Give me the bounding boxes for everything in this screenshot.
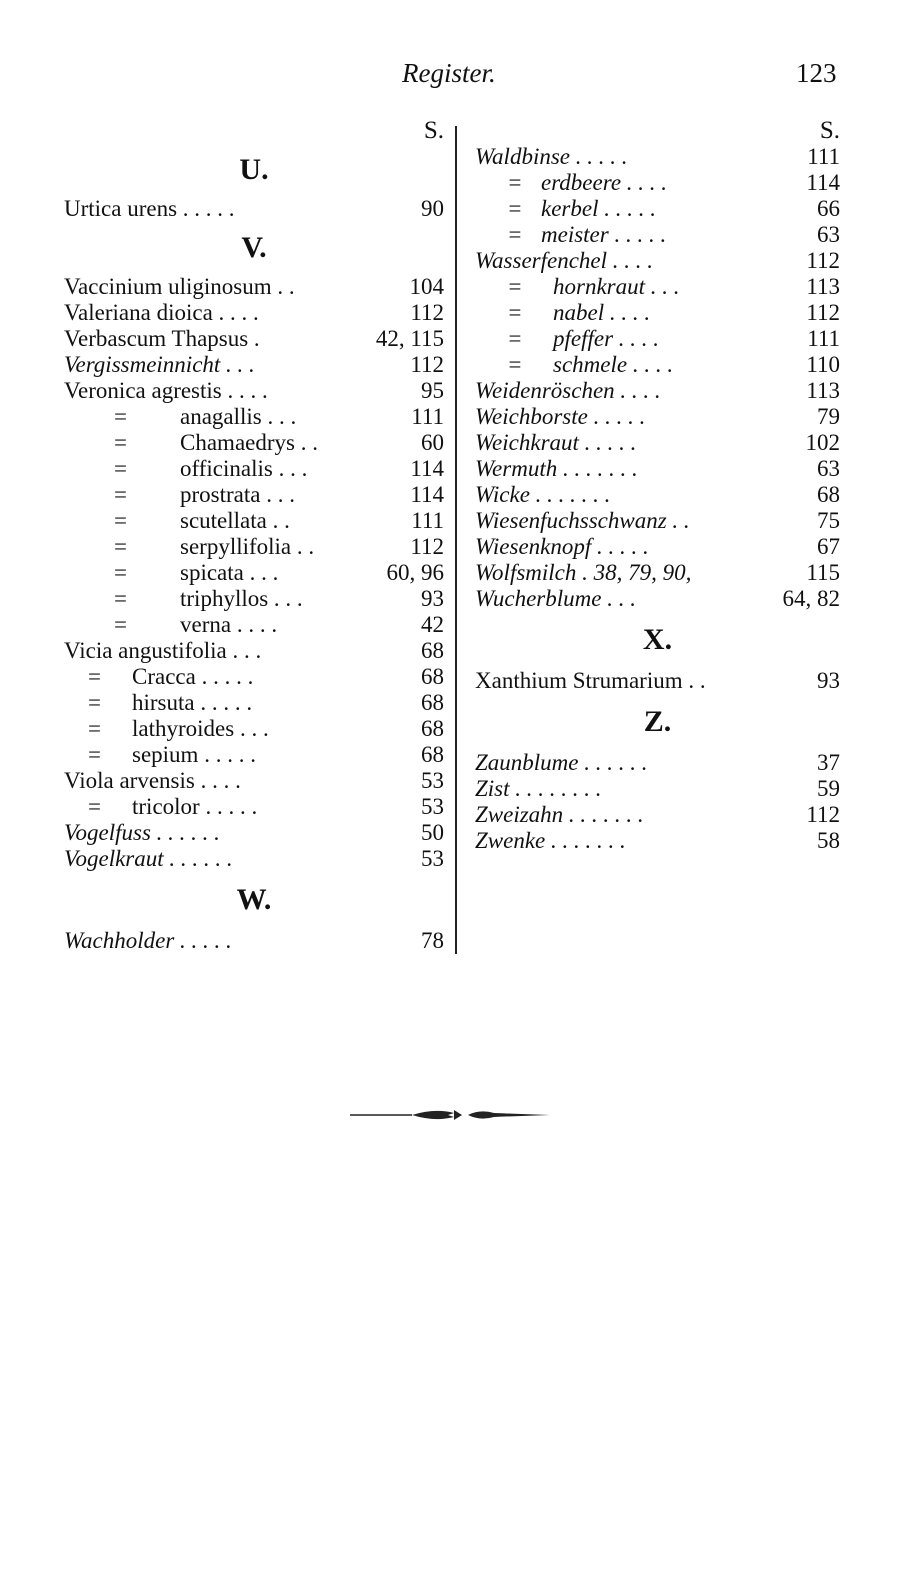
index-entry (64, 534, 444, 560)
ditto-mark: = (114, 482, 127, 507)
index-entry (475, 668, 840, 694)
seite-label: S. (423, 117, 444, 144)
entry-label: Wiesenfuchsschwanz . . (475, 508, 690, 533)
entry-sublabel: schmele . . . . (553, 352, 674, 377)
ditto-mark: = (114, 534, 127, 559)
entry-label: Zist . . . . . . . . (475, 776, 602, 801)
ditto-mark: = (114, 456, 127, 481)
entry-label: Wachholder . . . . . (64, 928, 232, 953)
entry-sublabel: anagallis . . . (180, 404, 297, 429)
ditto-mark: = (507, 274, 523, 299)
entry-sublabel: meister . . . . . (541, 222, 667, 247)
index-entry (475, 404, 840, 430)
entry-page: 112 (410, 300, 444, 325)
index-entry (64, 274, 444, 300)
ditto-mark: = (507, 222, 523, 247)
entry-page: 78 (421, 928, 444, 953)
section-letter: Z. (643, 705, 672, 738)
index-entry (64, 430, 444, 456)
entry-label: Zwenke . . . . . . . (475, 828, 626, 853)
entry-page: 63 (817, 456, 840, 481)
running-header-title: Register. (402, 58, 496, 88)
ditto-mark: = (88, 664, 101, 689)
entry-page: 68 (421, 716, 444, 741)
entry-page: 113 (806, 274, 840, 299)
index-entry (475, 222, 840, 248)
ditto-mark: = (507, 170, 523, 195)
entry-page: 68 (817, 482, 840, 507)
entry-label: Veronica agrestis . . . . (64, 378, 268, 403)
section-letter: X. (642, 623, 673, 656)
entry-label: Verbascum Thapsus . (64, 326, 260, 351)
index-entry (64, 508, 444, 534)
entry-label: Vaccinium uliginosum . . (64, 274, 295, 299)
ditto-mark: = (114, 586, 127, 611)
index-entry (64, 378, 444, 404)
entry-page: 93 (421, 586, 444, 611)
entry-sublabel: Cracca . . . . . (132, 664, 254, 689)
entry-page: 68 (421, 664, 444, 689)
index-entry (475, 352, 840, 378)
entry-sublabel: erdbeere . . . . (541, 170, 668, 195)
entry-page: 102 (805, 430, 840, 455)
entry-page: 111 (411, 508, 444, 533)
entry-page: 37 (817, 750, 840, 775)
right-index-column (475, 118, 840, 854)
index-entry (475, 300, 840, 326)
index-entry (475, 144, 840, 170)
entry-sublabel: triphyllos . . . (180, 586, 303, 611)
entry-label: Zaunblume . . . . . . (475, 750, 648, 775)
index-entry (64, 612, 444, 638)
entry-label: Weidenröschen . . . . (475, 378, 661, 403)
entry-page: 58 (817, 828, 840, 853)
entry-page: 60 (421, 430, 444, 455)
ditto-mark: = (507, 326, 523, 351)
index-entry (64, 928, 444, 954)
entry-page: 53 (421, 846, 444, 871)
index-entry (475, 534, 840, 560)
entry-page: 93 (817, 668, 840, 693)
index-entry (64, 820, 444, 846)
index-entry (475, 430, 840, 456)
entry-page: 68 (421, 690, 444, 715)
index-entry (64, 638, 444, 664)
entry-page: 59 (817, 776, 840, 801)
entry-sublabel: sepium . . . . . (132, 742, 256, 767)
index-entry (64, 300, 444, 326)
ditto-mark: = (114, 612, 127, 637)
index-entry (475, 828, 840, 854)
entry-label: Viola arvensis . . . . (64, 768, 241, 793)
entry-page: 114 (806, 170, 840, 195)
entry-label: Weichkraut . . . . . (475, 430, 637, 455)
entry-sublabel: hirsuta . . . . . (132, 690, 253, 715)
entry-sublabel: officinalis . . . (180, 456, 308, 481)
entry-sublabel: Chamaedrys . . (180, 430, 318, 455)
left-index-column (64, 118, 444, 954)
entry-label: Zweizahn . . . . . . . (475, 802, 644, 827)
section-letter: W. (236, 883, 272, 916)
index-entry (475, 508, 840, 534)
entry-page: 66 (817, 196, 840, 221)
entry-label: Vicia angustifolia . . . (64, 638, 262, 663)
entry-label: Urtica urens . . . . . (64, 196, 235, 221)
entry-page: 42 (421, 612, 444, 637)
entry-page: 42, 115 (375, 326, 444, 351)
index-entry (475, 196, 840, 222)
entry-sublabel: serpyllifolia . . (180, 534, 315, 559)
ditto-mark: = (88, 742, 101, 767)
ditto-mark: = (507, 300, 523, 325)
entry-label: Valeriana dioica . . . . (64, 300, 259, 325)
index-entry (64, 196, 444, 222)
index-entry (475, 482, 840, 508)
entry-page: 90 (421, 196, 444, 221)
entry-page: 79 (817, 404, 840, 429)
entry-sublabel: prostrata . . . (180, 482, 295, 507)
entry-page: 114 (410, 482, 444, 507)
entry-page: 50 (421, 820, 444, 845)
entry-page: 112 (806, 802, 840, 827)
entry-label: Waldbinse . . . . . (475, 144, 628, 169)
column-header (475, 118, 840, 144)
ditto-mark: = (114, 560, 127, 585)
entry-page: 112 (410, 352, 444, 377)
entry-page: 112 (806, 248, 840, 273)
entry-page: 111 (807, 144, 840, 169)
index-entry (475, 776, 840, 802)
entry-page: 113 (806, 378, 840, 403)
entry-page: 115 (806, 560, 840, 585)
entry-page: 112 (806, 300, 840, 325)
index-entry (64, 716, 444, 742)
entry-page: 95 (421, 378, 444, 403)
index-entry (64, 846, 444, 872)
section-letter: U. (239, 153, 269, 186)
index-entry (475, 560, 840, 586)
entry-sublabel: verna . . . . (180, 612, 278, 637)
entry-page: 75 (817, 508, 840, 533)
index-entry (475, 586, 840, 612)
index-entry (64, 404, 444, 430)
index-entry (64, 742, 444, 768)
index-entry (64, 560, 444, 586)
entry-page: 114 (410, 456, 444, 481)
entry-sublabel: hornkraut . . . (553, 274, 680, 299)
entry-page: 68 (421, 638, 444, 663)
ditto-mark: = (88, 716, 101, 741)
ditto-mark: = (507, 352, 523, 377)
index-entry (64, 690, 444, 716)
entry-label: Wasserfenchel . . . . (475, 248, 654, 273)
index-entry (64, 326, 444, 352)
index-entry (475, 750, 840, 776)
column-header (64, 118, 444, 144)
entry-page: 67 (817, 534, 840, 559)
entry-sublabel: nabel . . . . (553, 300, 651, 325)
page-number: 123 (796, 58, 837, 88)
entry-page: 68 (421, 742, 444, 767)
ditto-mark: = (88, 690, 101, 715)
entry-sublabel: tricolor . . . . . (132, 794, 258, 819)
entry-sublabel: lathyroides . . . (132, 716, 269, 741)
entry-label: Vogelkraut . . . . . . (64, 846, 233, 871)
entry-page: 60, 96 (386, 560, 444, 585)
entry-page: 104 (409, 274, 444, 299)
ditto-mark: = (114, 508, 127, 533)
ditto-mark: = (114, 404, 127, 429)
index-entry (64, 352, 444, 378)
entry-page: 111 (411, 404, 444, 429)
entry-label: Wucherblume . . . (475, 586, 636, 611)
ditto-mark: = (507, 196, 523, 221)
index-entry (475, 170, 840, 196)
entry-sublabel: pfeffer . . . . (553, 326, 660, 351)
ditto-mark: = (88, 794, 101, 819)
entry-label: Wiesenknopf . . . . . (475, 534, 649, 559)
entry-page: 110 (806, 352, 840, 377)
entry-page: 64, 82 (782, 586, 840, 611)
index-entry (475, 248, 840, 274)
end-ornament-icon (350, 1104, 550, 1126)
ditto-mark: = (114, 430, 127, 455)
index-entry (475, 378, 840, 404)
entry-page: 63 (817, 222, 840, 247)
entry-page: 53 (421, 794, 444, 819)
entry-page: 53 (421, 768, 444, 793)
index-entry (64, 794, 444, 820)
entry-page: 111 (807, 326, 840, 351)
entry-label: Wermuth . . . . . . . (475, 456, 638, 481)
entry-label: Xanthium Strumarium . . (475, 668, 706, 693)
entry-sublabel: kerbel . . . . . (541, 196, 656, 221)
index-entry (64, 482, 444, 508)
index-entry (475, 274, 840, 300)
entry-sublabel: scutellata . . (180, 508, 290, 533)
entry-page: 112 (410, 534, 444, 559)
entry-label: Weichborste . . . . . (475, 404, 646, 429)
index-entry (475, 456, 840, 482)
entry-label: Wicke . . . . . . . (475, 482, 611, 507)
seite-label: S. (819, 117, 840, 144)
index-entry (64, 586, 444, 612)
index-entry (475, 802, 840, 828)
section-letter: V. (241, 231, 267, 264)
entry-sublabel: spicata . . . (180, 560, 279, 585)
entry-label: Vogelfuss . . . . . . (64, 820, 220, 845)
index-entry (64, 768, 444, 794)
index-entry (64, 664, 444, 690)
entry-label: Vergissmeinnicht . . . (64, 352, 255, 377)
entry-label: Wolfsmilch . 38, 79, 90, (475, 560, 692, 585)
index-entry (64, 456, 444, 482)
column-divider (455, 126, 457, 954)
index-entry (475, 326, 840, 352)
